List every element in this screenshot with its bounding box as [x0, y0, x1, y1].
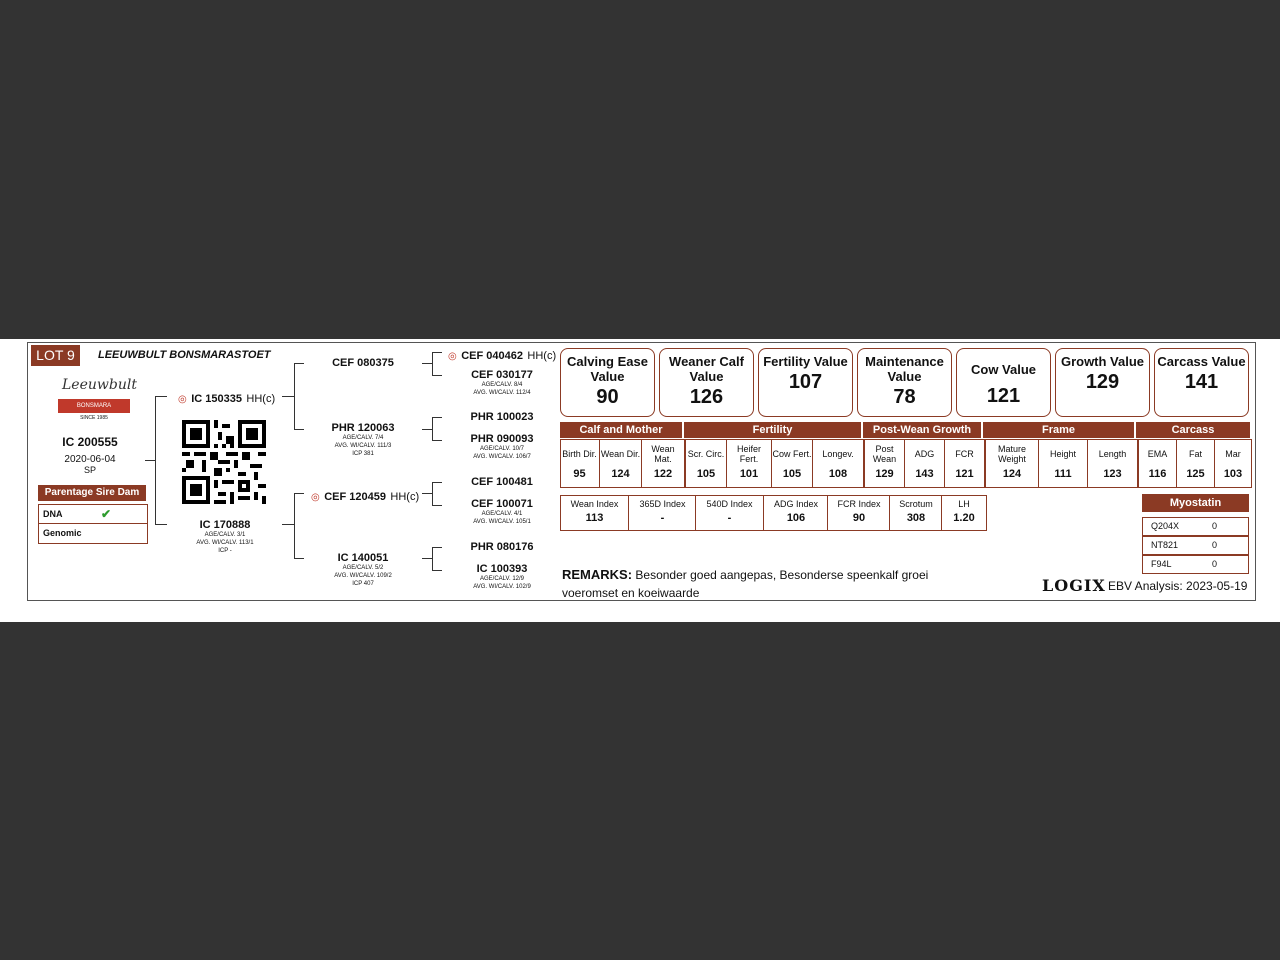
target-icon: ◎ [178, 394, 187, 405]
trait-adg: ADG 143 [904, 440, 944, 487]
category-post-wean: Post-Wean Growth [863, 422, 981, 438]
trait-mature-weight: Mature Weight 124 [984, 440, 1038, 487]
category-frame: Frame [983, 422, 1134, 438]
pedigree-sdd: PHR 090093 AGE/CALV. 10/7 AVG. WI/CALV. 106/7 [470, 433, 534, 460]
remarks-label: REMARKS: [562, 567, 633, 582]
pedigree-sire-dam: PHR 120063 AGE/CALV. 7/4 AVG. WI/CALV. 111/3 ICP 381 [331, 422, 395, 457]
summary-weaner-calf: Weaner Calf Value 126 [659, 348, 754, 417]
logix-logo: LOGIX [1042, 576, 1106, 595]
pedigree-dam: IC 170888 AGE/CALV. 3/1 AVG. WI/CALV. 113/1 ICP - [196, 519, 254, 554]
index-table [560, 495, 987, 531]
farm-name: LEEUWBULT BONSMARASTOET [98, 349, 271, 361]
trait-longev: Longev. 108 [812, 440, 863, 487]
trait-wean-mat: Wean Mat. 122 [641, 440, 684, 487]
summary-growth: Growth Value 129 [1055, 348, 1150, 417]
remarks-text: Besonder goed aangepas, Besonderse speenkalf groei voeromset en koeiwaarde [562, 568, 929, 600]
summary-cow-value: Cow Value 121 [956, 348, 1051, 417]
pedigree-ssd: CEF 030177 AGE/CALV. 8/4 AVG. WI/CALV. 112/4 [471, 369, 533, 396]
summary-calving-ease: Calving Ease Value 90 [560, 348, 655, 417]
check-icon: ✔ [101, 507, 112, 521]
summary-fertility: Fertility Value 107 [758, 348, 853, 417]
pedigree-sss: ◎ CEF 040462 HH(c) [448, 350, 557, 362]
parentage-table [38, 504, 148, 544]
trait-mar: Mar 103 [1214, 440, 1251, 487]
pedigree-dds: PHR 080176 [470, 541, 534, 553]
trait-birth-dir: Birth Dir. 95 [562, 449, 597, 480]
logo-text: Leeuwbult [62, 377, 137, 393]
trait-wean-dir: Wean Dir. 124 [599, 440, 641, 487]
index-scrotum: Scrotum 308 [889, 496, 942, 530]
pedigree-sds: PHR 100023 [470, 411, 534, 423]
target-icon: ◎ [311, 492, 320, 503]
category-fertility: Fertility [684, 422, 861, 438]
myostatin-row: NT821 0 [1142, 536, 1249, 555]
trait-fat: Fat 125 [1176, 440, 1214, 487]
trait-fcr: FCR 121 [944, 440, 984, 487]
trait-length: Length 123 [1087, 440, 1137, 487]
parentage-header: Parentage Sire Dam [38, 485, 146, 501]
pedigree-dss: CEF 100481 [471, 476, 533, 488]
trait-ema: EMA 116 [1137, 440, 1176, 487]
target-icon: ◎ [448, 351, 457, 362]
myostatin-row: Q204X 0 [1142, 517, 1249, 536]
summary-maintenance: Maintenance Value 78 [857, 348, 952, 417]
index-adg: ADG Index 106 [763, 496, 828, 530]
category-carcass: Carcass [1136, 422, 1250, 438]
logo-since: SINCE 1985 [80, 415, 108, 421]
qr-code [182, 420, 266, 504]
index-540d: 540D Index - [695, 496, 763, 530]
pedigree-sire: ◎ IC 150335 HH(c) [178, 393, 276, 405]
category-calf-mother: Calf and Mother [560, 422, 682, 438]
trait-cow-fert: Cow Fert. 105 [771, 440, 812, 487]
pedigree-sire-sire: CEF 080375 [332, 357, 394, 369]
index-365d: 365D Index - [628, 496, 696, 530]
index-lh: LH 1.20 [941, 496, 986, 530]
index-fcr: FCR Index 90 [827, 496, 890, 530]
trait-heifer-fert: Heifer Fert. 101 [726, 440, 771, 487]
trait-post-wean: Post Wean 129 [863, 440, 904, 487]
animal-id: IC 200555 [62, 435, 118, 449]
animal-dob: 2020-06-04 [64, 454, 116, 465]
lot-badge: LOT 9 [31, 345, 80, 366]
index-wean: Wean Index 113 [570, 499, 619, 524]
pedigree-dam-sire: ◎ CEF 120459 HH(c) [311, 491, 420, 503]
parentage-genomic: Genomic [43, 528, 82, 538]
remarks [562, 566, 952, 602]
pedigree-dsd: CEF 100071 AGE/CALV. 4/1 AVG. WI/CALV. 105/1 [471, 498, 533, 525]
myostatin-row: F94L 0 [1142, 555, 1249, 574]
farm-logo [58, 377, 137, 429]
myostatin-header: Myostatin [1142, 494, 1249, 512]
parentage-dna: DNA [43, 509, 63, 519]
summary-carcass: Carcass Value 141 [1154, 348, 1249, 417]
trait-height: Height 111 [1038, 440, 1087, 487]
trait-grid [560, 439, 1252, 488]
pedigree-dam-dam: IC 140051 AGE/CALV. 5/2 AVG. WI/CALV. 109/2 ICP 407 [334, 552, 392, 587]
pedigree-ddd: IC 100393 AGE/CALV. 12/9 AVG. WI/CALV. 102/9 [473, 563, 531, 590]
animal-sex: SP [83, 465, 96, 475]
trait-scr-circ: Scr. Circ. 105 [684, 440, 726, 487]
ebv-date: EBV Analysis: 2023-05-19 [1108, 579, 1248, 593]
logo-banner: BONSMARA [58, 399, 130, 413]
